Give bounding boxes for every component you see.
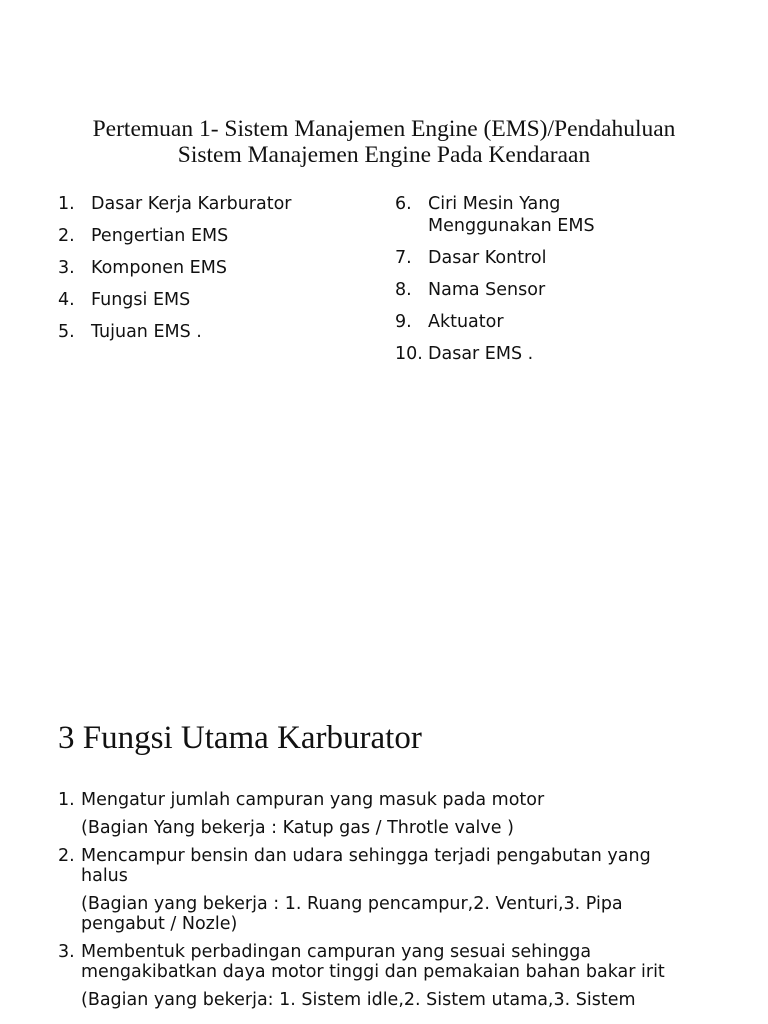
function-parts: (Bagian Yang bekerja : Katup gas / Throtle valve ) — [81, 818, 514, 838]
topic-item — [395, 193, 735, 237]
topic-number: 5. — [58, 322, 75, 342]
topic-item — [58, 257, 378, 279]
slide-title-line-1: Pertemuan 1- Sistem Manajemen Engine (EMS)/Pendahuluan — [92, 116, 676, 142]
topic-text: Nama Sensor — [428, 280, 546, 300]
topic-number: 6. — [395, 194, 412, 214]
topic-text: Pengertian EMS — [91, 226, 229, 246]
slide-fungsi-karburator — [0, 680, 768, 1024]
function-text: Mengatur jumlah campuran yang masuk pada motor — [81, 790, 545, 810]
function-number: 1. — [58, 790, 75, 810]
topic-text: Dasar EMS . — [428, 344, 534, 364]
topic-number: 9. — [395, 312, 412, 332]
topic-text: Ciri Mesin Yang Menggunakan EMS — [428, 194, 595, 236]
function-list — [58, 790, 718, 1018]
topic-item — [58, 193, 378, 215]
function-text: Mencampur bensin dan udara sehingga terjadi pengabutan yang halus — [81, 846, 651, 886]
topic-item — [395, 279, 735, 301]
function-body — [81, 846, 718, 934]
function-text: Membentuk perbadingan campuran yang sesuai sehingga mengakibatkan daya motor tinggi dan pemakaian bahan bakar irit — [81, 942, 665, 982]
topic-number: 7. — [395, 248, 412, 268]
slide-title — [0, 116, 768, 168]
topic-number: 2. — [58, 226, 75, 246]
topic-text: Aktuator — [428, 312, 504, 332]
topic-item — [58, 321, 378, 343]
topic-item — [395, 343, 735, 365]
topic-item — [58, 225, 378, 247]
function-body — [81, 942, 718, 1010]
function-parts: (Bagian yang bekerja: 1. Sistem idle,2. Sistem utama,3. Sistem — [81, 990, 636, 1010]
topic-text: Dasar Kerja Karburator — [91, 194, 292, 214]
function-item — [58, 942, 718, 1010]
function-number: 2. — [58, 846, 75, 866]
topic-text: Tujuan EMS . — [91, 322, 202, 342]
function-body — [81, 790, 718, 838]
topic-item — [395, 311, 735, 333]
topic-number: 3. — [58, 258, 75, 278]
topic-text: Fungsi EMS — [91, 290, 191, 310]
function-item — [58, 790, 718, 838]
topic-text: Dasar Kontrol — [428, 248, 547, 268]
topic-item — [58, 289, 378, 311]
topic-item — [395, 247, 735, 269]
slide-title-line-2: Sistem Manajemen Engine Pada Kendaraan — [177, 142, 591, 168]
topic-list-left — [58, 193, 378, 353]
topic-number: 8. — [395, 280, 412, 300]
topic-number: 4. — [58, 290, 75, 310]
topic-text: Komponen EMS — [91, 258, 227, 278]
function-item — [58, 846, 718, 934]
function-parts: (Bagian yang bekerja : 1. Ruang pencampur,2. Venturi,3. Pipa pengabut / Nozle) — [81, 894, 623, 934]
topic-number: 10. — [395, 344, 423, 364]
slide-title: 3 Fungsi Utama Karburator — [58, 720, 422, 756]
topic-number: 1. — [58, 194, 75, 214]
function-number: 3. — [58, 942, 75, 962]
topic-list-right — [395, 193, 735, 375]
